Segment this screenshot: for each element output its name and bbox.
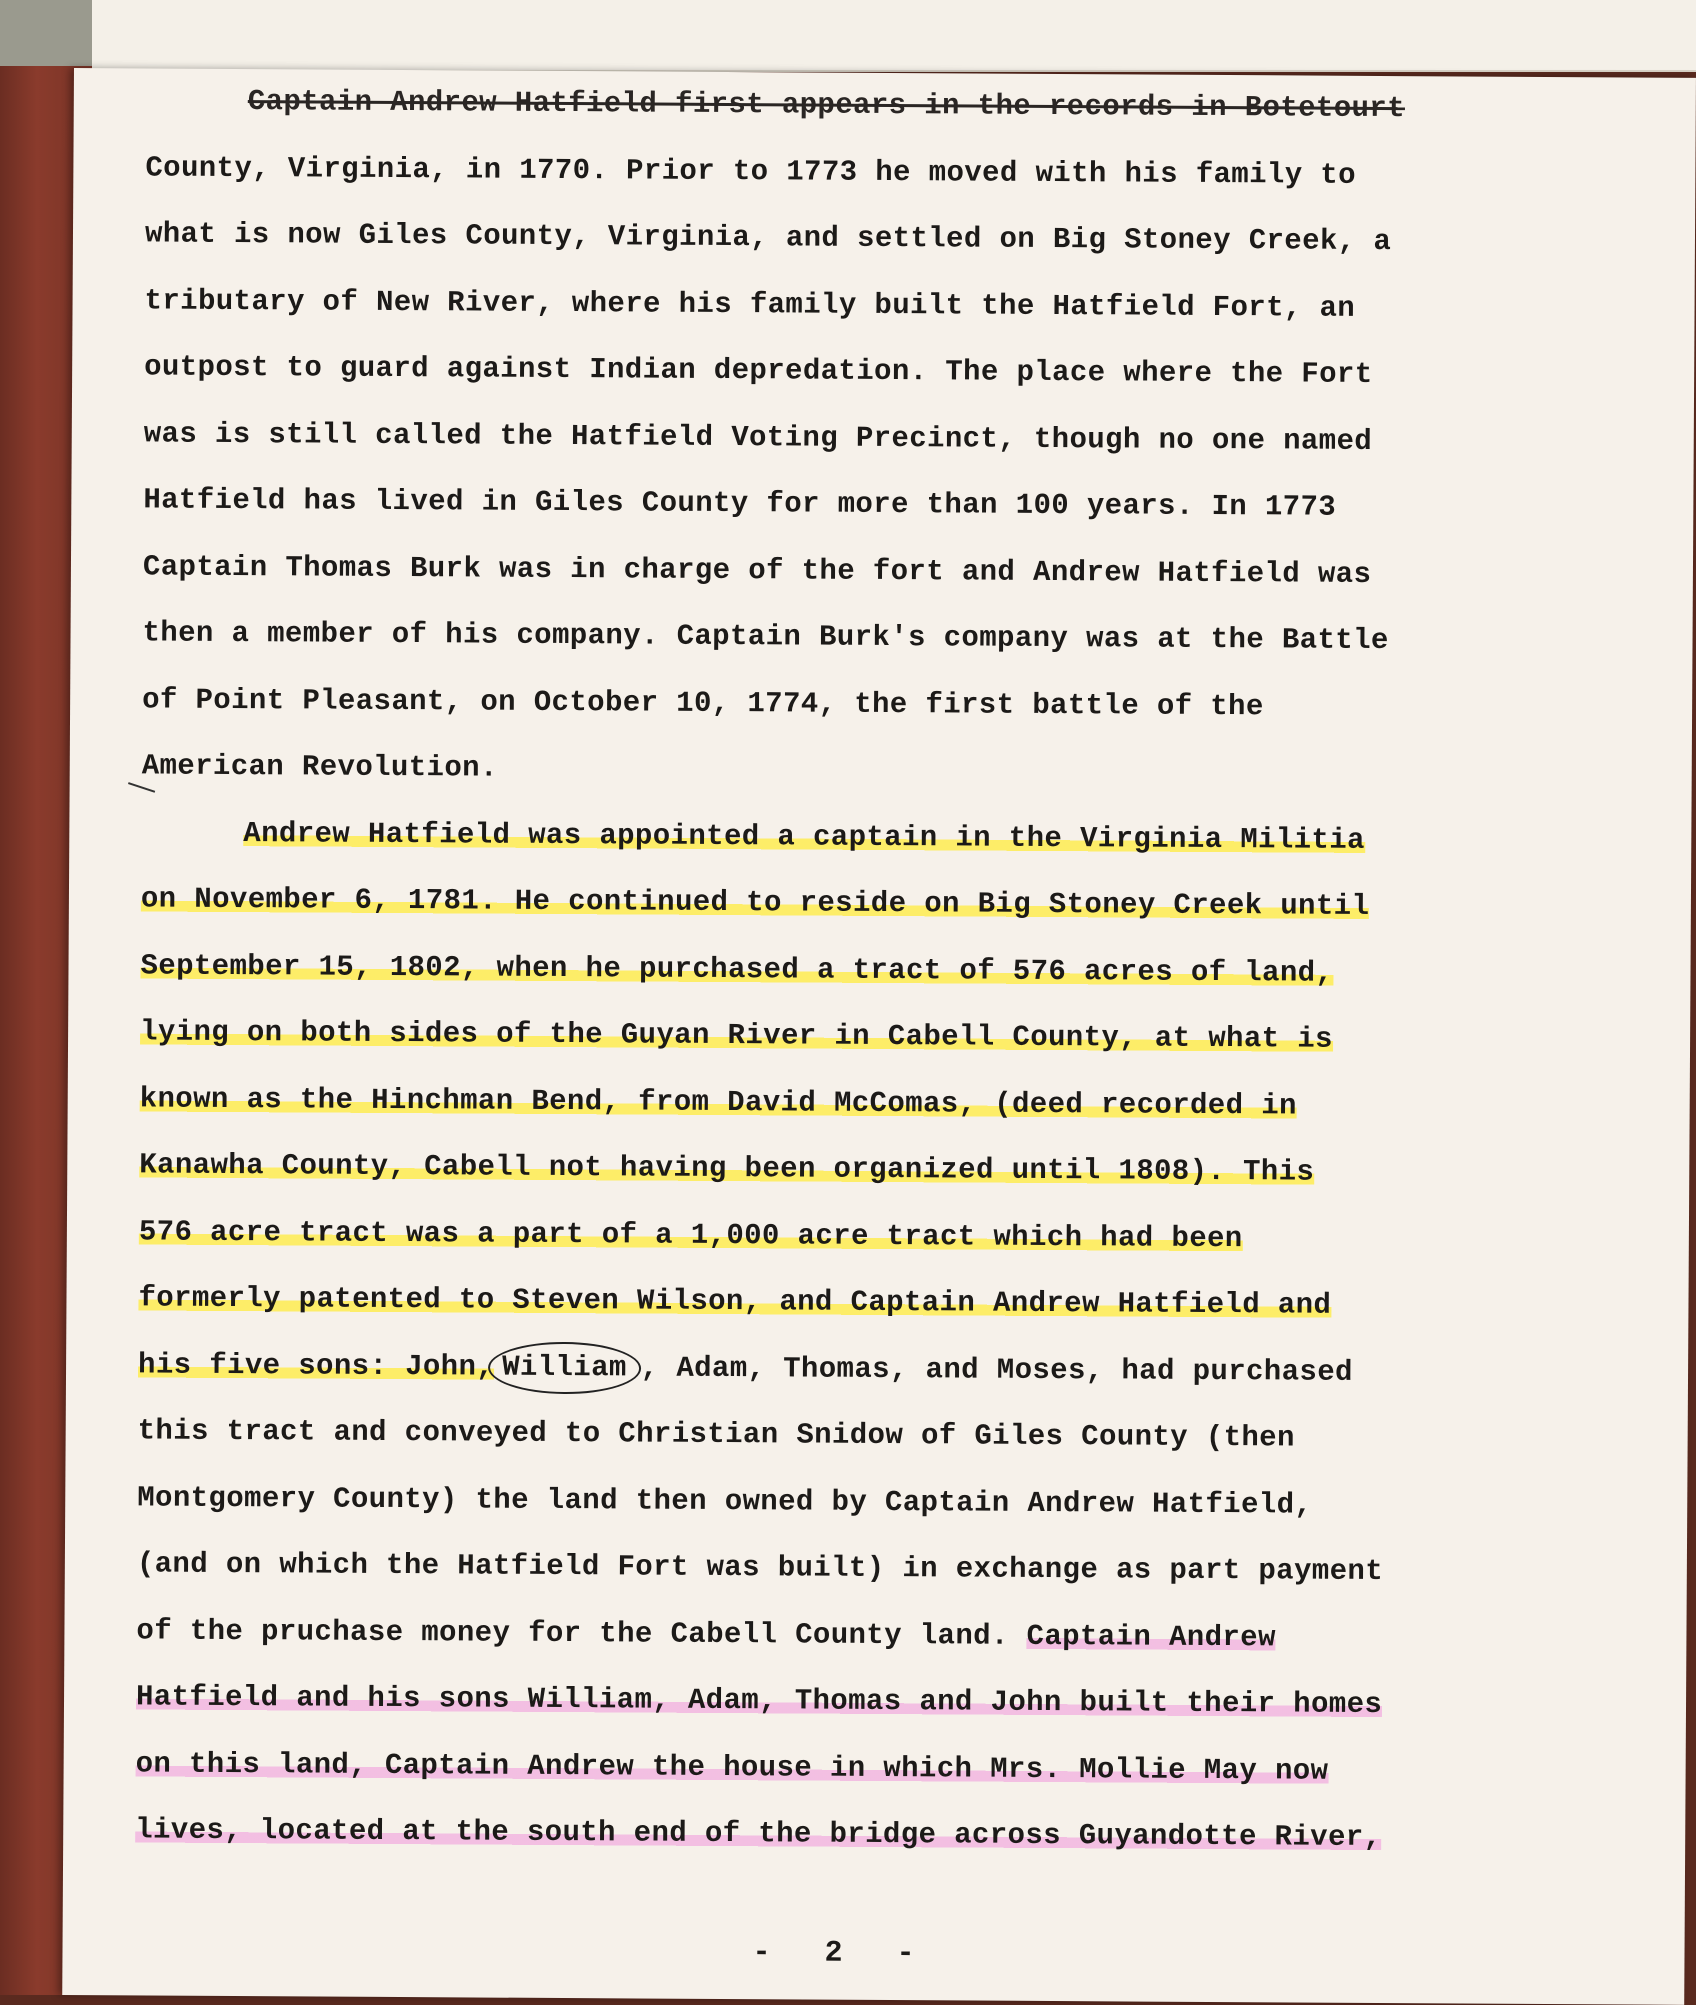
text-line bbox=[138, 1265, 1638, 1341]
text-line: County, Virginia, in 1770. Prior to 1773 he moved with his family to bbox=[145, 150, 1357, 192]
text-line: outpost to guard against Indian depredation. The place where the Fort bbox=[144, 350, 1373, 391]
circled-word: William bbox=[488, 1341, 641, 1394]
text-fragment: , Adam, Thomas, and Moses, had purchased bbox=[640, 1350, 1353, 1389]
text-line: was is still called the Hatfield Voting Precinct, though no one named bbox=[143, 416, 1373, 458]
highlighted-text: Captain Andrew bbox=[1026, 1619, 1276, 1654]
text-line bbox=[139, 1132, 1639, 1208]
text-line bbox=[135, 1731, 1635, 1807]
text-line: tributary of New River, where his family built the Hatfield Fort, an bbox=[144, 283, 1356, 325]
text-line bbox=[139, 1199, 1639, 1275]
page-number: - 2 - bbox=[752, 1936, 933, 1972]
body-text bbox=[135, 68, 1646, 1873]
highlighted-text: his five sons: John, bbox=[137, 1347, 495, 1384]
text-line: of Point Pleasant, on October 10, 1774, the first battle of the bbox=[142, 682, 1264, 723]
highlighted-text: September 15, 1802, when he purchased a tract of 576 acres of land, bbox=[140, 948, 1334, 990]
text-line bbox=[140, 999, 1640, 1075]
binder-corner bbox=[0, 0, 92, 66]
highlighted-text: formerly patented to Steven Wilson, and Captain Andrew Hatfield and bbox=[138, 1281, 1332, 1322]
text-line bbox=[136, 1598, 1636, 1674]
text-line: then a member of his company. Captain Burk's company was at the Battle bbox=[142, 616, 1389, 658]
text-line: Montgomery County) the land then owned by Captain Andrew Hatfield, bbox=[137, 1480, 1313, 1522]
text-line: Captain Andrew Hatfield first appears in the records in Botetourt bbox=[247, 85, 1406, 126]
highlighted-text: lying on both sides of the Guyan River in Cabell County, at what is bbox=[140, 1015, 1333, 1056]
text-line: Captain Thomas Burk was in charge of the fort and Andrew Hatfield was bbox=[142, 549, 1372, 591]
text-line bbox=[135, 1797, 1635, 1873]
highlighted-text: Kanawha County, Cabell not having been organized until 1808). This bbox=[139, 1148, 1315, 1189]
text-line: Hatfield has lived in Giles County for more than 100 years. In 1773 bbox=[143, 483, 1337, 524]
highlighted-text: on November 6, 1781. He continued to reside on Big Stoney Creek until bbox=[140, 882, 1370, 923]
highlighted-text: 576 acre tract was a part of a 1,000 acre tract which had been bbox=[138, 1214, 1243, 1255]
highlighted-text: Hatfield and his sons William, Adam, Thomas and John built their homes bbox=[135, 1680, 1383, 1722]
text-line bbox=[141, 866, 1641, 942]
text-line bbox=[136, 1664, 1636, 1740]
text-line: (and on which the Hatfield Fort was built) in exchange as part payment bbox=[136, 1547, 1384, 1589]
document-page bbox=[62, 68, 1696, 2005]
highlighted-text: Andrew Hatfield was appointed a captain in the Virginia Militia bbox=[243, 816, 1365, 857]
text-line: American Revolution. bbox=[141, 749, 498, 785]
text-line: this tract and conveyed to Christian Snidow of Giles County (then bbox=[137, 1414, 1295, 1455]
text-line: what is now Giles County, Virginia, and settled on Big Stoney Creek, a bbox=[144, 217, 1392, 259]
highlighted-text: lives, located at the south end of the bridge across Guyandotte River, bbox=[135, 1813, 1382, 1855]
text-fragment: of the pruchase money for the Cabell County land. bbox=[136, 1613, 1027, 1653]
text-line bbox=[139, 1066, 1639, 1142]
previous-page-edge bbox=[92, 0, 1696, 72]
highlighted-text: on this land, Captain Andrew the house in which Mrs. Mollie May now bbox=[135, 1746, 1329, 1788]
text-line bbox=[140, 933, 1640, 1009]
text-line bbox=[141, 800, 1641, 876]
highlighted-text: known as the Hinchman Bend, from David McComas, (deed recorded in bbox=[139, 1081, 1297, 1122]
text-line bbox=[138, 1332, 1638, 1408]
